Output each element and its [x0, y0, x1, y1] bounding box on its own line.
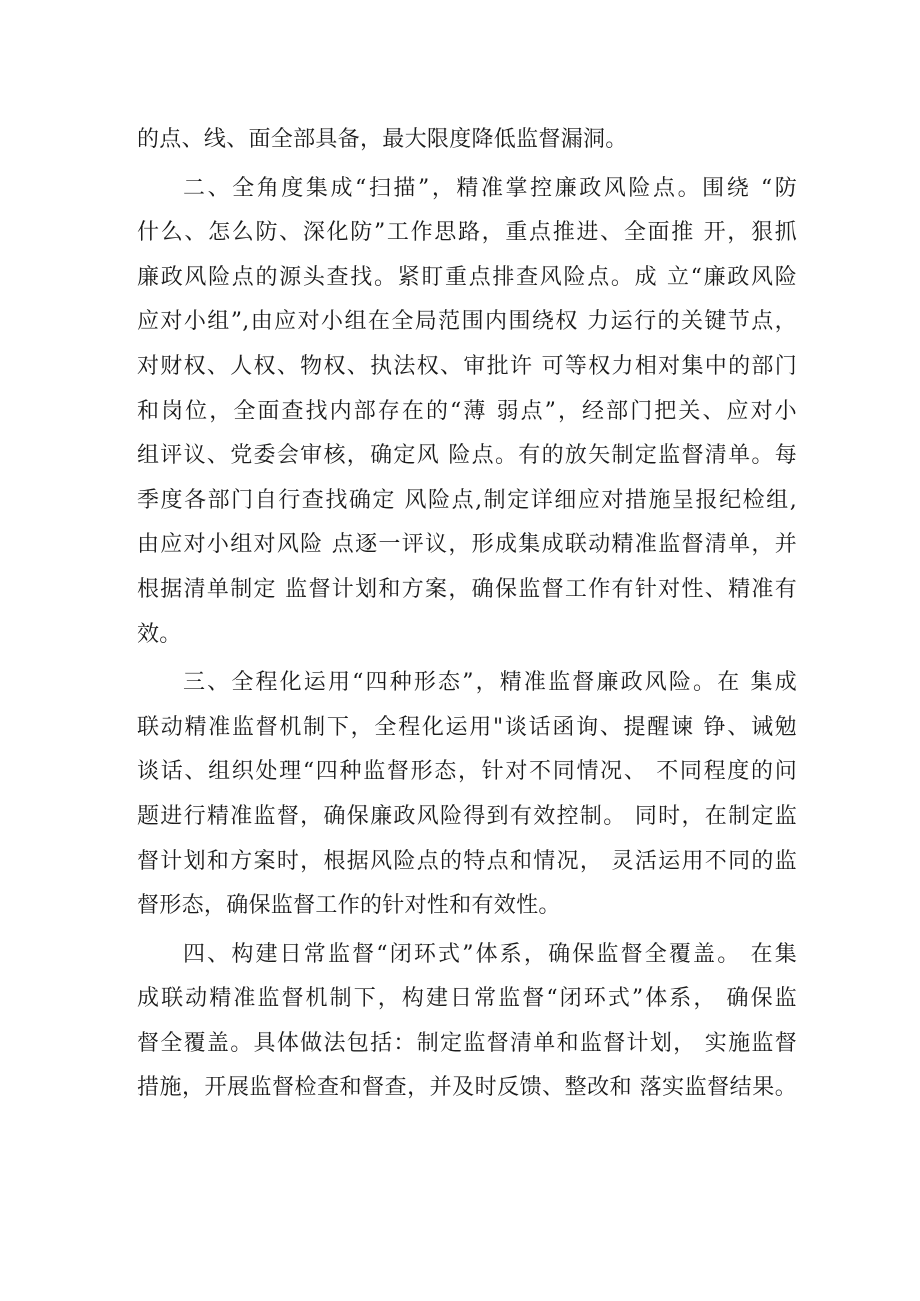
paragraph-line: 组评议、党委会审核，确定风 险点。有的放矢制定监督清单。每: [137, 443, 797, 469]
paragraph-line: 四、构建日常监督“闭环式”体系，确保监督全覆盖。 在集: [183, 941, 797, 967]
paragraph-line: 联动精准监督机制下，全程化运用"谈话函询、提醒谏 铮、诫勉: [137, 714, 797, 740]
paragraph-line: 督全覆盖。具体做法包括：制定监督清单和监督计划， 实施监督: [137, 1030, 797, 1056]
paragraph-line: 效。: [137, 621, 182, 647]
paragraph-line: 和岗位，全面查找内部存在的“薄 弱点”，经部门把关、应对小: [137, 398, 797, 424]
paragraph-line: 三、全程化运用“四种形态”，精准监督廉政风险。在 集成: [183, 670, 797, 696]
paragraph-line: 题进行精准监督，确保廉政风险得到有效控制。 同时，在制定监: [137, 803, 797, 829]
paragraph-line: 应对小组”,由应对小组在全局范围内围绕权 力运行的关键节点，: [137, 309, 797, 335]
paragraph-line: 由应对小组对风险 点逐一评议，形成集成联动精准监督清单，并: [137, 532, 797, 558]
paragraph-line: 成联动精准监督机制下，构建日常监督“闭环式”体系， 确保监: [137, 986, 797, 1012]
paragraph-line: 什么、怎么防、深化防”工作思路，重点推进、全面推 开，狠抓: [137, 220, 797, 246]
paragraph-line: 谈话、组织处理“四种监督形态，针对不同情况、 不同程度的问: [137, 759, 797, 785]
paragraph-line: 督形态，确保监督工作的针对性和有效性。: [137, 893, 561, 919]
paragraph-line: 的点、线、面全部具备，最大限度降低监督漏洞。: [137, 127, 628, 152]
paragraph-line: 措施，开展监督检查和督查，并及时反馈、整改和 落实监督结果。: [137, 1075, 797, 1101]
paragraph-line: 督计划和方案时，根据风险点的特点和情况， 灵活运用不同的监: [137, 848, 797, 874]
document-body: [137, 118, 797, 1111]
paragraph-line: 对财权、人权、物权、执法权、审批许 可等权力相对集中的部门: [137, 353, 797, 379]
paragraph-line: 季度各部门自行查找确定 风险点,制定详细应对措施呈报纪检组,: [137, 487, 797, 513]
paragraph-line: 根据清单制定 监督计划和方案，确保监督工作有针对性、精准有: [137, 576, 797, 602]
paragraph-line: 二、全角度集成“扫描”，精准掌控廉政风险点。围绕 “防: [183, 175, 797, 201]
paragraph-line: 廉政风险点的源头查找。紧盯重点排查风险点。成 立“廉政风险: [137, 264, 797, 290]
